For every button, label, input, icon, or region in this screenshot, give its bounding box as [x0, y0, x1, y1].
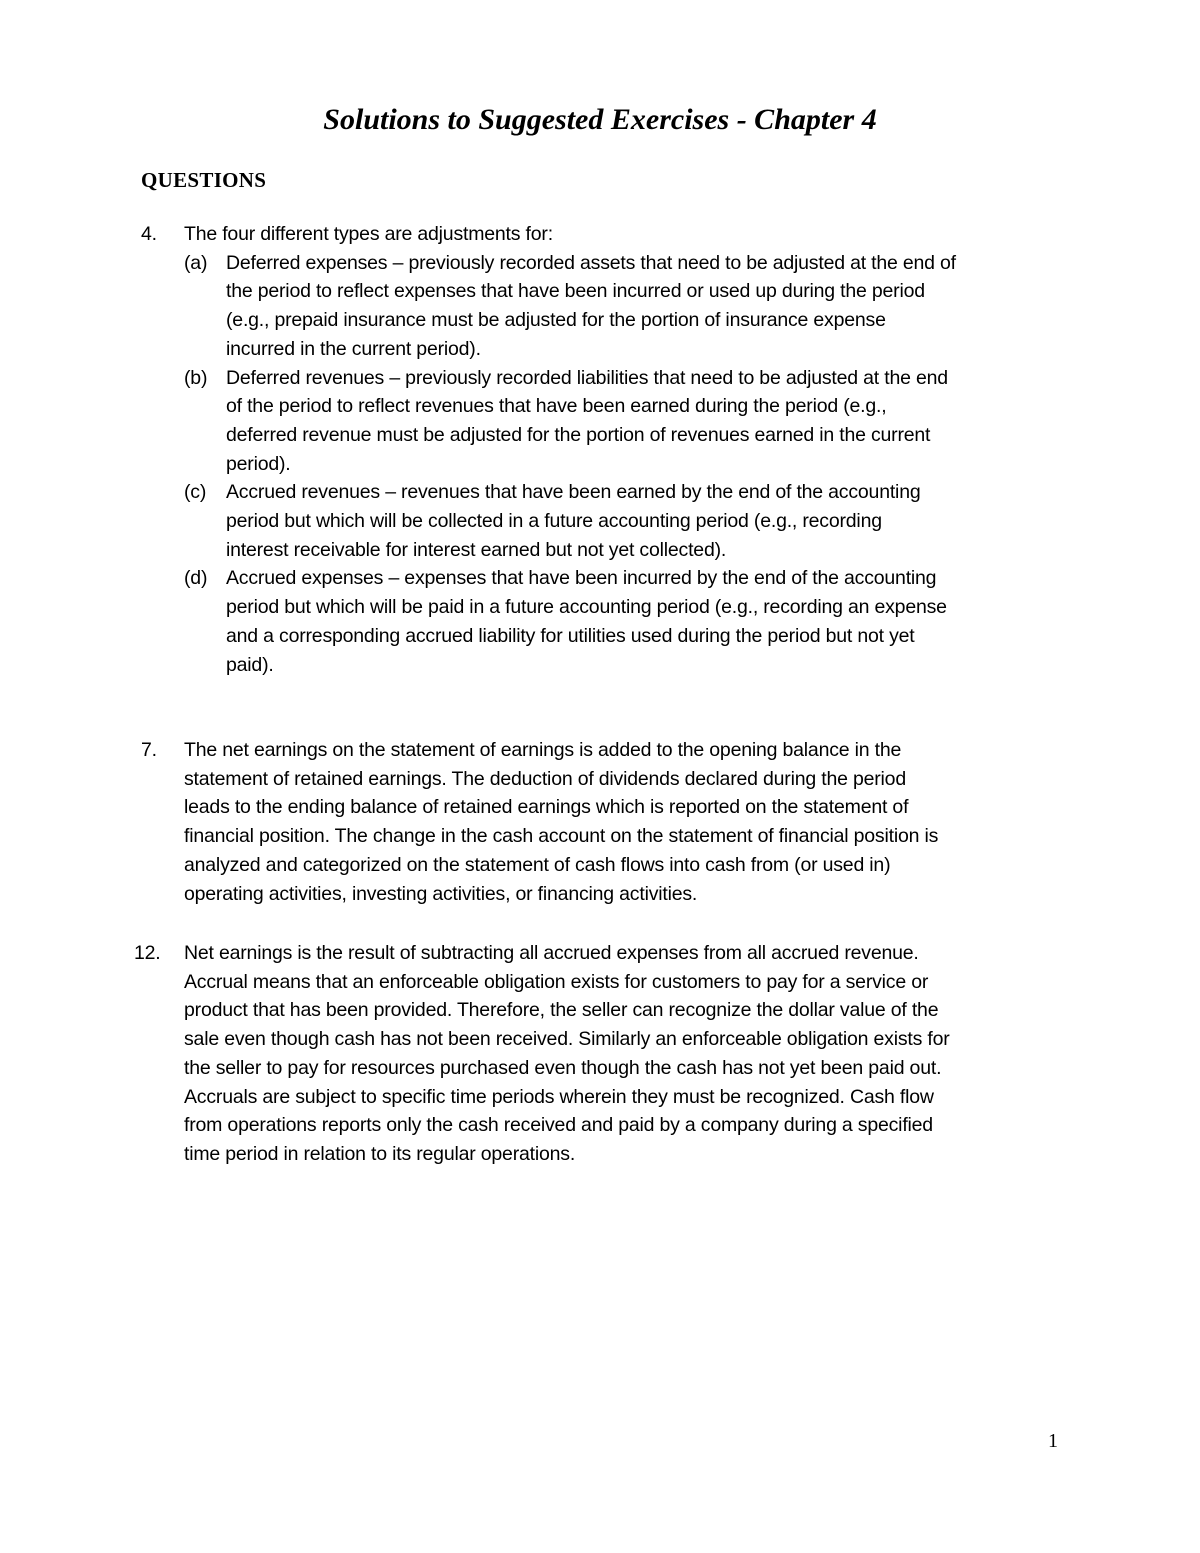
list-marker: (d) [184, 567, 208, 590]
list-item-accrued-expenses [184, 564, 1071, 679]
question-text: Net earnings is the result of subtracting all accrued expenses from all accrued revenue. Accrual means that an enforceable obligation exists for customers to pay for a service or product that has been provided. Therefore, the seller can recognize the dollar value of the sale even though cash has not been received. Similarly an enforceable obligation exists for the seller to pay for resources purchased even though the cash has not yet been paid out. Accruals are subject to specific time periods wherein they must be recognized. Cash flow from operations reports only the cash received and paid by a company during a specified time period in relation to its regular operations. [184, 942, 950, 1165]
document-title: Solutions to Suggested Exercises - Chapter 4 [323, 103, 877, 136]
question-number: 7. [141, 739, 157, 761]
list-item-text: Deferred revenues – previously recorded liabilities that need to be adjusted at the end of the period to reflect revenues that have been earned during the period (e.g., deferred revenue must be adjusted for the portion of revenues earned in the current period). [226, 366, 948, 475]
question-7 [141, 736, 1071, 908]
question-4 [141, 220, 1071, 679]
question-12 [134, 939, 1071, 1169]
question-number: 12. [134, 942, 161, 964]
list-marker: (a) [184, 251, 208, 274]
list-item-deferred-expenses [184, 249, 1071, 364]
list-item-text: Deferred expenses – previously recorded assets that need to be adjusted at the end of the period to reflect expenses that have been incurred or used up during the period (e.g., prepaid insurance must be adjusted for the portion of insurance expense incurred in the current period). [226, 251, 956, 360]
page-number: 1 [1048, 1430, 1058, 1452]
question-number: 4. [141, 223, 157, 245]
question-text: The net earnings on the statement of earnings is added to the opening balance in the statement of retained earnings. The deduction of dividends declared during the period leads to the ending balance of retained earnings which is reported on the statement of financial position. The change in the cash account on the statement of financial position is analyzed and categorized on the statement of cash flows into cash from (or used in) operating activities, investing activities, or financing activities. [184, 739, 939, 905]
list-marker: (c) [184, 481, 207, 504]
list-item-text: Accrued expenses – expenses that have been incurred by the end of the accounting period but which will be paid in a future accounting period (e.g., recording an expense and a corresponding accrued liability for utilities used during the period but not yet paid). [226, 567, 947, 676]
list-marker: (b) [184, 366, 208, 389]
list-item-text: Accrued revenues – revenues that have been earned by the end of the accounting period but which will be collected in a future accounting period (e.g., recording interest receivable for interest earned but not yet collected). [226, 481, 921, 561]
list-item-deferred-revenues [184, 364, 1071, 479]
section-heading-questions: QUESTIONS [141, 168, 267, 192]
adjustment-types-list [141, 249, 1071, 680]
list-item-accrued-revenues [184, 478, 1071, 564]
question-text: The four different types are adjustments for: [184, 223, 553, 245]
